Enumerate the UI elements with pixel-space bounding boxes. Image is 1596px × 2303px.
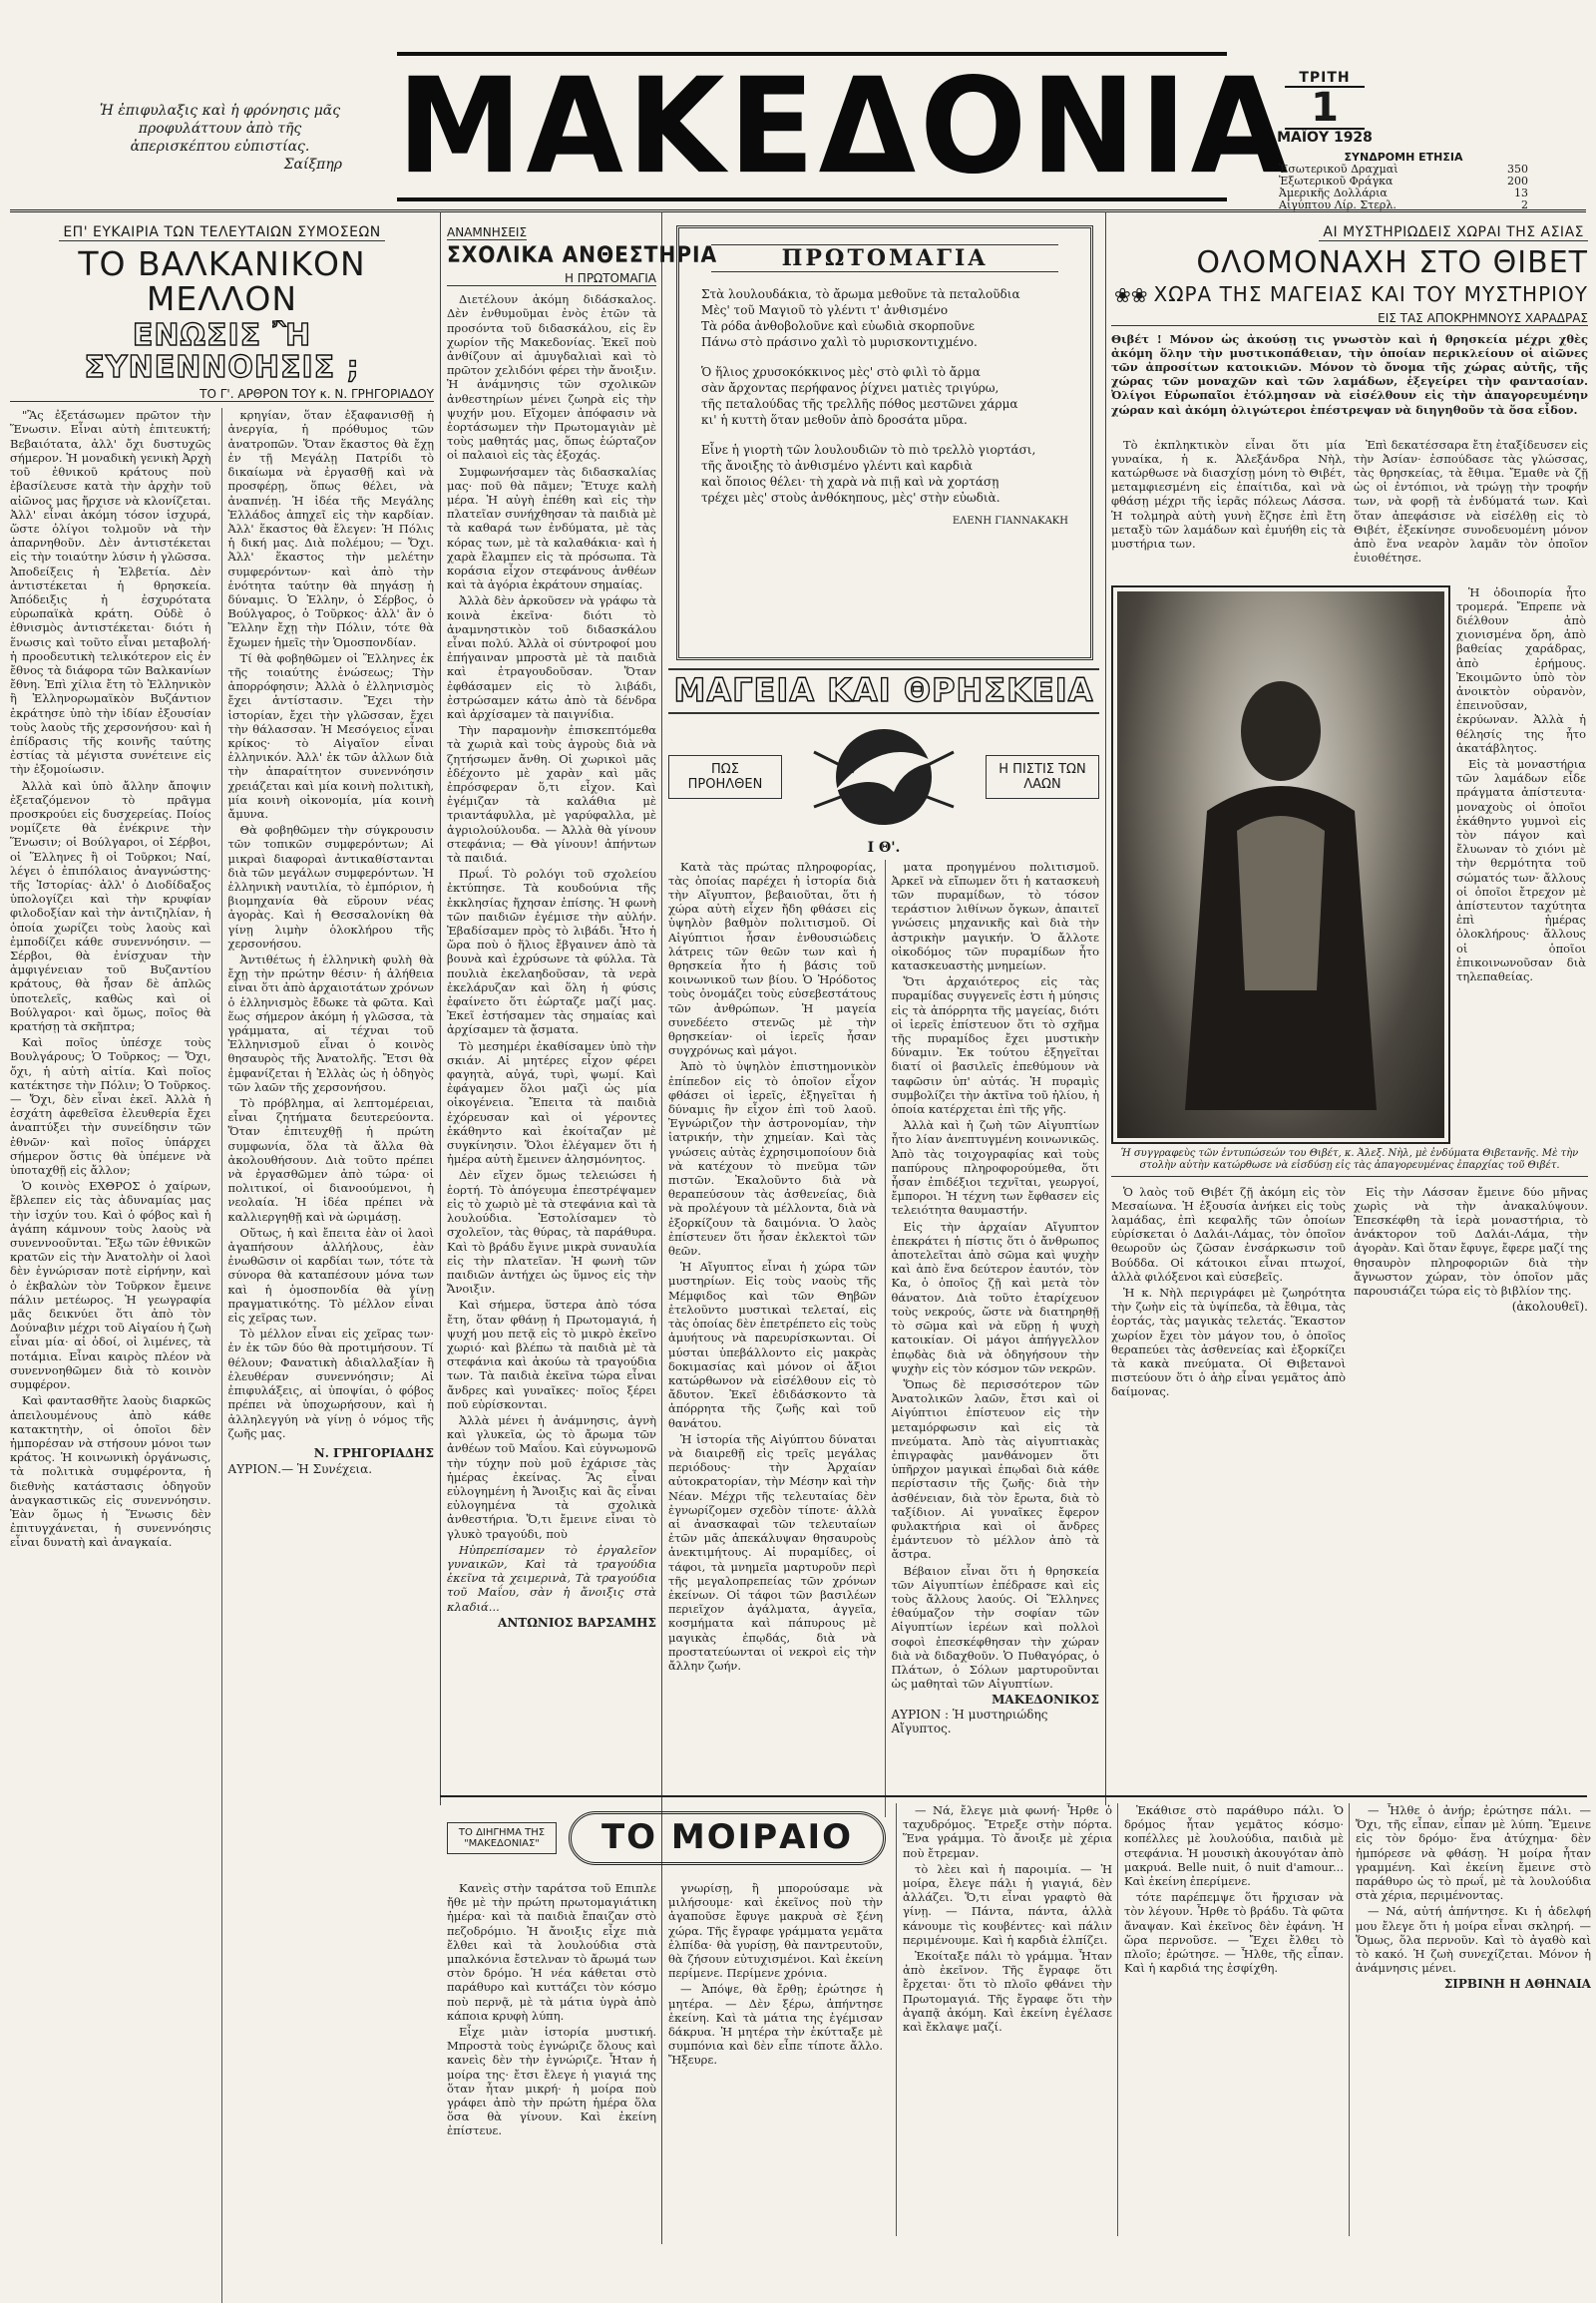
paragraph: — Νά, αὐτή ἀπήντησε. Κι ἡ ἀδελφή μου ἔλεγε ὅτι ἡ μοίρα εἶναι σκληρή. — Ὅμως, ὅλα περνοῦν. Καὶ τὸ ἀγαθὸ καὶ τὸ κακό. Ἡ ζωὴ συνεχίζεται. Μόνον ἡ ἀνάμνησις μένει. [1356,1904,1591,1976]
paragraph: Ἀπὸ τὸ ὑψηλὸν ἐπιστημονικὸν ἐπίπεδον εἰς τὸ ὁποῖον εἶχον φθάσει οἱ ἱερεῖς, ἐξηγεῖται ἡ δύναμις ἣν εἶχον ἐπὶ τοῦ λαοῦ. Ἐγνώριζον τὴν ἀστρονομίαν, τὴν ἰατρικήν, τὴν χημείαν. Καὶ τὰς γνώσεις αὐτὰς ἐχρησιμοποίουν διὰ νὰ κατέχουν τὸ πνεῦμα τῶν πιστῶν. Ἐκαλοῦντο διὰ νὰ θεραπεύσουν τὰς ἀσθενείας, διὰ νὰ προλέγουν τὰ μέλλοντα, διὰ νὰ ἐξορκίζουν τὰ δαιμόνια. Ὁ λαὸς ἐπίστευεν ὅτι ἦσαν ἐκλεκτοὶ τῶν θεῶν. [668,1059,877,1259]
lead-paragraph: Θιβέτ ! Μόνον ὡς ἀκούσῃ τις γνωστὸν καὶ ἡ θρησκεία μέχρι χθὲς ἀκόμη ὅλην τὴν μυστικοπάθειαν, τὴν ὁποίαν περικλείουν οἱ αἰῶνες τῶν ἀπροσίτων κατοικιῶν. Μόνον τὸ ὄνομα τῆς χώρας αὐτῆς, τῆς χώρας τῶν μοναχῶν καὶ τῶν λαμάδων, ἐξεγείρει τὴν φαντασίαν. Ὀλίγοι Εὐρωπαῖοι ἐτόλμησαν νὰ εἰσέλθουν εἰς τὴν ἀπαγορευμένην χώραν καὶ ἀκόμη ὀλιγώτεροι ἐπέστρεψαν νὰ διηγηθοῦν τὰ ὅσα εἶδον. [1111,331,1588,417]
signature: Ν. ΓΡΗΓΟΡΙΑΔΗΣ [313,1445,434,1460]
subscription-row: Ἐσωτερικοῦ Δραχμαὶ 350 [1279,163,1528,176]
paragraph: ματα προηγμένου πολιτισμοῦ. Ἀρκεῖ νὰ εἴπωμεν ὅτι ἡ κατασκευὴ τῶν πυραμίδων, τὸ τόσον τεράστιον λιθίνων ὄγκων, ἀπαιτεῖ γνώσεις μηχανικῆς καὶ διὰ τὴν ἀστρικὴν μαγικήν. Ὁ ἄλλοτε οἰκοδόμος τῶν πυραμίδων ἦτο κατασκευαστὴς μνημείων. [891,859,1099,973]
paragraph: Εἶχε μιὰν ἱστορία μυστική. Μπροστὰ τοὺς ἐγνώριζε ὅλους καὶ κανεὶς δὲν τὴν ἐγνώριζε. Ἦταν ἡ μοίρα της· ἔτσι ἔλεγε ἡ γιαγιά της ὅταν ἦταν μικρή· ἡ μοίρα ποὺ γράφει ἀπὸ τὴν πρώτη ἡμέρα ὅλα ὅσα θὰ γίνουν. Καὶ ἐκείνη ἐπίστευε. [447,2025,656,2138]
byline: ΤΟ Γ'. ΑΡΘΡΟΝ ΤΟΥ κ. Ν. ΓΡΗΓΟΡΙΑΔΟΥ [10,387,434,402]
subkicker: Η ΠΡΩΤΟΜΑΓΙΑ [447,271,656,286]
signature: ΑΝΤΩΝΙΟΣ ΒΑΡΣΑΜΗΣ [498,1615,656,1630]
text-column [668,1881,883,2236]
photo [1117,591,1444,1138]
text-column [1349,1803,1591,2236]
serial-title-frame [569,1811,886,1865]
masthead [0,0,1596,211]
text-column [1117,1803,1344,2236]
column-rule [440,211,441,1805]
stanza: Εἶνε ἡ γιορτὴ τῶν λουλουδιῶν τὸ πιὸ τρελλὸ γιορτάσι, τῆς ἄνοιξης τὸ ἀνθισμένο γλέντι καὶ καρδιὰ καὶ ὅποιος θέλει· τὴ χαρὰ νὰ πιῇ καὶ νὰ χορτάσῃ τρέχει μὲς' στοὺς ἀνθόκηπους, μὲς' στὴν εὐωδιὰ. [701,443,1036,505]
photo-block [1111,585,1588,1144]
paragraph: Ἀλλὰ καὶ ὑπὸ ἄλλην ἄποψιν ἐξεταζόμενον τὸ πρᾶγμα προσκρούει εἰς δυσχερείας. Ποίος νομίζετε θὰ ἐνέκρινε τὴν Ἕνωσιν; οἱ Βούλγαροι, οἱ Σέρβοι, οἱ Ἕλληνες ἢ οἱ Τοῦρκοι; Ναί, λέγει ὁ ἐπιπόλαιος ἀναγνώστης· τῆς Ἱστορίας· ἀλλ' ὁ Διοδίδαξος ὑπολογίζει καὶ τὴν κρυφίαν φιλοδοξίαν καὶ τὴν ἀντιζηλίαν, ἡ ὁποία χωρίζει τοὺς λαοὺς καὶ ἐμποδίζει κάθε συνεννόησιν. — Σέρβοι, θὰ ἐνίσχυαν τὴν ἀμφιγένειαν τοῦ Βυζαντίου κράτους, θὰ ἦσαν δὲ ἀπλῶς ὑποτελεῖς, καθὼς καὶ οἱ Βούλγαροι· καὶ ὅμως, ποῖος θὰ κρατήσῃ τὰ σκῆπτρα; [10,778,211,1034]
paragraph: Ἐκάθισε στὸ παράθυρο πάλι. Ὁ δρόμος ἦταν γεμᾶτος κόσμο· κοπέλλες μὲ λουλούδια, παιδιὰ μὲ στεφάνια. Ἡ μουσικὴ ἀκουγόταν ἀπὸ μακρυά. Belle nuit, ô nuit d'amour... Καὶ ἐκείνη ἐπερίμενε. [1124,1803,1344,1889]
paragraph: Ὁ κοινὸς ΕΧΘΡΟΣ ὁ χαίρων, ἔβλεπεν εἰς τὰς ἀδυναμίας μας τὴν ἰσχύν του. Καὶ ὁ φόβος καὶ ἡ ἀγάπη κάμνουν τοὺς λαοὺς νὰ συνεννοοῦνται. Ἔξω τῶν ἐθνικῶν κρατῶν εἰς τὴν Ἀνατολὴν οἱ λαοὶ δὲν ἐγνώρισαν ποτὲ εἰρήνην, καὶ ὁ ἐκβαλὼν τὸν Τοῦρκον ἔμεινε πάλιν μετέωρος. Ἡ γεωγραφία μᾶς δεικνύει ὅτι ἀπὸ τὸν Δούναβιν μέχρι τοῦ Αἰγαίου ἡ ζωὴ εἶναι μία· αἱ ὁδοί, οἱ λιμένες, τὰ ποτάμια. Εἶναι καιρὸς πλέον νὰ συνεννοηθῶμεν διὰ τὸ κοινὸν συμφέρον. [10,1179,211,1392]
paragraph: Τὸ ἐκπληκτικὸν εἶναι ὅτι μία γυναίκα, ἡ κ. Ἀλεξάνδρα Νὴλ, κατώρθωσε νὰ διασχίσῃ μόνη τὸ Θιβέτ, μεταμφιεσμένη εἰς ἐπαίτιδα, καὶ νὰ φθάσῃ μέχρι τῆς ἱερᾶς πόλεως Λάσσα. Ἡ τολμηρὰ αὐτὴ γυνὴ ἔζησε ἐπὶ ἔτη μεταξὺ τῶν λαμάδων καὶ ἐμυήθη εἰς τὰ μυστήρια των. [1111,437,1346,551]
paragraph: Ἀλλὰ μένει ἡ ἀνάμνησις, ἀγνὴ καὶ γλυκεῖα, ὡς τὸ ἄρωμα τῶν ἀνθέων τοῦ Μαΐου. Καὶ εὐγνωμονῶ τὴν τύχην ποὺ μοῦ ἐχάρισε τὰς ἡμέρας ἐκείνας. Ἂς εἶναι εὐλογημένη ἡ Ἄνοιξις καὶ ἂς εἶναι εὐλογημένα τὰ σχολικὰ ἀνθεστήρια. Ὅ,τι ἔμεινε εἶναι τὸ γλυκὸ τραγούδι, ποὺ [447,1412,656,1541]
headline: ΟΛΟΜΟΝΑΧΗ ΣΤΟ ΘΙΒΕΤ [1196,245,1588,280]
serial-header [447,1803,886,1873]
paragraph: Ἐκοίταξε πάλι τὸ γράμμα. Ἦταν ἀπὸ ἐκεῖνον. Τῆς ἔγραφε ὅτι ἔρχεται· ὅτι τὸ πλοῖο φθάνει τὴν Πρωτομαγιά. Τῆς ἔγραφε ὅτι τὴν ἀγαπᾷ ἀκόμη. Καὶ ἐκείνη ἐγέλασε καὶ ἔκλαψε μαζί. [903,1949,1112,2035]
paragraph: — Νά, ἔλεγε μιὰ φωνή· Ἦρθε ὁ ταχυδρόμος. Ἔτρεξε στὴν πόρτα. Ἕνα γράμμα. Τὸ ἄνοιξε μὲ χέρια ποὺ ἔτρεμαν. [903,1803,1112,1860]
paragraph: Ὅτι ἀρχαιότερος εἰς τὰς πυραμίδας συγγενεῖς ἐστι ἡ μύησις εἰς τὰ ἀπόρρητα τῆς μαγείας, διότι οἱ ἱερεῖς ἐπίστευον ὅτι τὸ σχῆμα τῆς πυραμίδος ἔχει μυστικὴν δύναμιν. Ἐκ τούτου ἐξηγεῖται διατί οἱ βασιλεῖς ἐπεθύμουν νὰ ταφῶσιν ὑπ' αὐτάς. Ἡ πυραμὶς συμβολίζει τὴν ἀκτῖνα τοῦ ἡλίου, ἡ ὁποία κατέρχεται ἐπὶ τῆς γῆς. [891,974,1099,1117]
paragraph: Εἰς τὴν Λάσσαν ἔμεινε δύο μῆνας χωρὶς νὰ τὴν ἀνακαλύψουν. Ἐπεσκέφθη τὰ ἱερὰ μοναστήρια, τὸ ἀνάκτορον τοῦ Δαλάι-Λάμα, τὴν ἀγορὰν. Καὶ ὅταν ἔφυγε, ἔφερε μαζί της θησαυρὸν πληροφοριῶν διὰ τὴν ἄγνωστον χώραν, τὸν ὁποῖον μᾶς παρουσιάζει τώρα εἰς τὸ βιβλίον της. [1354,1184,1588,1298]
subscription-row: Ἐξωτερικοῦ Φράγκα 200 [1279,175,1528,188]
byline: ΕΙΣ ΤΑΣ ΑΠΟΚΡΗΜΝΟΥΣ ΧΑΡΑΔΡΑΣ [1111,311,1588,326]
kicker: ΑΙ ΜΥΣΤΗΡΙΩΔΕΙΣ ΧΩΡΑΙ ΤΗΣ ΑΣΙΑΣ [1319,224,1588,241]
headline: ΤΟ ΒΑΛΚΑΝΙΚΟΝ ΜΕΛΛΟΝ [78,244,366,318]
paragraph: Εἰς τὴν ἀρχαίαν Αἴγυπτον ἐπεκράτει ἡ πίστις ὅτι ὁ ἄνθρωπος ἀποτελεῖται ἀπὸ σῶμα καὶ ψυχὴν καὶ ἀπὸ ἕνα δεύτερον ἑαυτόν, τὸν Κα, ὁ ὁποῖος ζῇ καὶ μετὰ τὸν θάνατον. Διὰ τοῦτο ἐταρίχευον τοὺς νεκρούς, ὥστε νὰ διατηρηθῇ τὸ σῶμα καὶ νὰ εὕρῃ ἡ ψυχὴ κατοικίαν. Οἱ μάγοι ἀπήγγελλον ἐπῳδὰς διὰ νὰ ὁδηγήσουν τὴν ψυχὴν εἰς τὸν κόσμον τῶν νεκρῶν. [891,1219,1099,1375]
kicker: ΕΠ' ΕΥΚΑΙΡΙΑ ΤΩΝ ΤΕΛΕΥΤΑΙΩΝ ΣΥΜΟΣΕΩΝ [59,224,384,241]
article-magic [668,668,1099,1785]
photo-frame [1111,585,1450,1144]
text-column [668,860,877,1817]
paragraph: γνωρίσῃ, ἢ μπορούσαμε νὰ μιλήσουμε· καὶ ἐκεῖνος ποὺ τὴν ἀγαποῦσε ἔφυγε μακρυὰ σὲ ξένη χώρα. Τῆς ἔγραφε γράμματα γεμᾶτα ἐλπίδα· θὰ γυρίσῃ, θὰ παντρευτοῦν, θὰ ζήσουν εὐτυχισμένοι. Καὶ ἐκείνη περίμενε. Περίμενε χρόνια. [668,1881,883,1981]
paragraph: Ἡ ἱστορία τῆς Αἰγύπτου δύναται νὰ διαιρεθῇ εἰς τρεῖς μεγάλας περιόδους· τὴν Ἀρχαίαν αὐτοκρατορίαν, τὴν Μέσην καὶ τὴν Νέαν. Μέχρι τῆς τελευταίας δὲν ἐγνωρίζομεν σχεδὸν τίποτε· ἀλλὰ αἱ ἀνασκαφαὶ τῶν τελευταίων ἐτῶν μᾶς ἀπεκάλυψαν θησαυροὺς ἀνεκτιμήτους. Αἱ πυραμίδες, οἱ τάφοι, τὰ μνημεῖα μαρτυροῦν περὶ τῆς μεγαλοπρεπείας τῶν χρόνων ἐκείνων. Οἱ τάφοι τῶν βασιλέων περιεῖχον ἀγάλματα, ἀγγεῖα, κοσμήματα καὶ πάπυρους μὲ μαγικὰς ἐπῳδάς, διὰ νὰ προστατεύωνται οἱ νεκροὶ εἰς τὴν ἄλλην ζωήν. [668,1431,877,1673]
headline: ΣΧΟΛΙΚΑ ΑΝΘΕΣΤΗΡΙΑ [447,243,718,268]
paragraph: Καὶ σήμερα, ὕστερα ἀπὸ τόσα ἔτη, ὅταν φθάνῃ ἡ Πρωτομαγιά, ἡ ψυχή μου πετᾷ εἰς τὸ μικρὸ ἐκεῖνο χωριό· καὶ βλέπω τὰ παιδιὰ μὲ τὰ στεφάνια καὶ ἀκούω τὰ τραγούδια των. Τὰ παιδιὰ ἐκεῖνα τώρα εἶναι ἄνδρες καὶ γυναῖκες· ποῖος ξέρει ποῦ εὑρίσκονται. [447,1298,656,1411]
paragraph: Ὅπως δὲ περισσότερον τῶν Ἀνατολικῶν λαῶν, ἔτσι καὶ οἱ Αἰγύπτιοι ἐπίστευον εἰς τὴν μεταμόρφωσιν καὶ εἰς τὰ πνεύματα. Ἀπὸ τὰς αἰγυπτιακὰς ἐπιγραφὰς μανθάνομεν ὅτι ὑπῆρχον μαγικαὶ ἐπῳδαὶ διὰ κάθε περίστασιν τῆς ζωῆς· διὰ τὴν ἀσθένειαν, διὰ τὸν ἔρωτα, διὰ τὸ ταξίδιον. Αἱ γυναῖκες ἔφερον φυλακτήρια καὶ οἱ ἄνδρες ἐμάντευον τὸ μέλλον ἀπὸ τὰ ἄστρα. [891,1376,1099,1562]
paragraph: κρηγίαν, ὅταν ἐξαφανισθῇ ἡ ἀνεργία, ἡ πρόθυμος τῶν ἀνατροπῶν. Ὅταν ἕκαστος θὰ ἔχῃ ἐν τῇ Μεγάλῃ Πατρίδι τὸ δικαίωμα νὰ ἐργασθῇ καὶ νὰ προσφέρῃ, ὅπως θέλει, νὰ ἀναπνέῃ. Ἡ ἰδέα τῆς Μεγάλης Ἑλλάδος ἀπηχεῖ εἰς τὴν καρδίαν. Ἀλλ' ἕκαστος θὰ ἔλεγεν: Ἡ Πόλις ἡ δική μας. Διὰ πολέμου; — Ὄχι. Ἀλλ' ἕκαστος τὴν μελέτην συμφερόντων· καὶ ἀπὸ τὴν ἑνότητα ταύτην θὰ πηγάσῃ ἡ δύναμις. Ὁ Ἑλλην, ὁ Σέρβος, ὁ Βούλγαρος, ὁ Τοῦρκος· ἀλλ' ἂν ὁ Ἕλλην ἔχῃ τὴν Πόλιν, τότε θὰ ἔχωμεν ἡμεῖς τὴν Ὁμοσπονδίαν. [227,408,434,649]
article-school [447,221,718,1787]
paragraph: Ἡ Αἴγυπτος εἶναι ἡ χώρα τῶν μυστηρίων. Εἰς τοὺς ναοὺς τῆς Μέμφιδος καὶ τῶν Θηβῶν ἐτελοῦντο μυστικαὶ τελεταί, εἰς τὰς ὁποίας δὲν ἐπετρέπετο εἰς τοὺς ἀμυήτους νὰ παρευρίσκωνται. Οἱ μύσται ὑπεβάλλοντο εἰς μακρὰς δοκιμασίας καὶ μόνον οἱ ἄξιοι κατώρθωνον νὰ εἰσέλθουν εἰς τὸ ἄδυτον. Ἐκεῖ ἐδιδάσκοντο τὰ ἀπόρρητα τῆς ζωῆς καὶ τοῦ θανάτου. [668,1260,877,1430]
paragraph: Ἡ κ. Νὴλ περιγράφει μὲ ζωηρότητα τὴν ζωὴν εἰς τὰ ὑψίπεδα, τὰ ἔθιμα, τὰς ἑορτάς, τὰς μαγικὰς τελετάς. Ἕκαστον χωρίον ἔχει τὸν μάγον του, ὁ ὁποῖος θεραπεύει τὰς ἀσθενείας καὶ ἐξορκίζει τὰ κακὰ πνεύματα. Οἱ Θιβετανοὶ πιστεύουν ὅτι ὁ ἀὴρ εἶναι γεμᾶτος ἀπὸ δαίμονας. [1111,1285,1346,1399]
paragraph: Ἀντιθέτως ἡ ἑλληνικὴ φυλὴ θὰ ἔχῃ τὴν πρώτην θέσιν· ἡ ἀλήθεια εἶναι ὅτι ἀπὸ ἀρχαιοτάτων χρόνων ὁ ἑλληνισμὸς ἔδωκε τὰ φῶτα. Καὶ ἕως σήμερον ἀκόμη ἡ γλῶσσα, τὰ γράμματα, αἱ τέχναι τοῦ Ἑλληνισμοῦ εἶναι ὁ κοινὸς θησαυρὸς τῆς Ἀνατολῆς. Ἔτσι θὰ ἐμφανίζεται ἡ Ἑλλὰς ὡς ἡ ὁδηγὸς τῶν λαῶν τῆς χερσονήσου. [227,953,434,1094]
signature: ΕΛΕΝΗ ΓΙΑΝΝΑΚΑΚΗ [952,516,1068,527]
ornament-icon: ❀❀ [1113,282,1148,307]
paragraph: Τὸ μεσημέρι ἐκαθίσαμεν ὑπὸ τὴν σκιάν. Αἱ μητέρες εἶχον φέρει φαγητὰ, αὐγά, τυρὶ, ψωμί. Καὶ ἐφάγαμεν ὅλοι μαζὶ ὡς μία οἰκογένεια. Ἔπειτα τὰ παιδιὰ ἐχόρευσαν καὶ οἱ γέροντες ἐκάθηντο καὶ ἐκοίταζαν μὲ συγκίνησιν. Ὅλοι ἐλέγαμεν ὅτι ἡ ἡμέρα αὐτὴ ἔμεινεν ἀλησμόνητος. [447,1038,656,1167]
emblem-icon [794,722,974,832]
subheadline: ΕΝΩΣΙΣ Ἢ ΣΥΝΕΝΝΟΗΣΙΣ ; [84,318,360,385]
paragraph: Ἀλλὰ δὲν ἀρκοῦσεν νὰ γράφω τὰ κοινὰ ἐκεῖνα· διότι τὸ ἀναμνηστικὸν τοῦ διδασκάλου εἶναι πολύ. Ἀλλὰ οἱ σύντροφοί μου ἐπήγαιναν μπροστὰ μὲ τὰ παιδιὰ καὶ ἐτραγουδοῦσαν. Ὅταν ἐφθάσαμεν εἰς τὸ λιβάδι, ἐστρώσαμεν κάτω ἀπὸ τὰ δένδρα καὶ ἀρχίσαμεν τὰ παιγνίδια. [447,593,656,721]
paragraph: Θὰ φοβηθῶμεν τὴν σύγκρουσιν τῶν τοπικῶν συμφερόντων; Αἱ μικραὶ διαφοραὶ ἀντικαθίστανται διὰ τῶν μεγάλων συμφερόντων. Ἡ ἐλληνικὴ ναυτιλία, τὸ ἐμπόριον, ἡ βιομηχανία θὰ εὕρουν νέας ἀγορὰς. Καὶ ἡ Θεσσαλονίκη θὰ γίνῃ λιμὴν ὁλοκλήρου τῆς χερσονήσου. [227,823,434,951]
section-numeral: Ι Θ'. [867,839,901,856]
photo-caption: Ἡ συγγραφεὺς τῶν ἐντυπώσεών του Θιβέτ, κ. Ἀλεξ. Νὴλ, μὲ ἐνδύματα Θιβετανῆς. Μὲ τὴν στολὴν αὐτὴν κατώρθωσε νὰ εἰσδύσῃ εἰς τὰς ἀπαγορευμένας ἐπαρχίας τοῦ Θιβέτ. [1111,1148,1588,1177]
paragraph: τότε παρέπεμψε ὅτι ἤρχισαν νὰ τὸν λέγουν. Ἦρθε τὸ βράδυ. Τὰ φῶτα ἄναψαν. Καὶ ἐκεῖνος δὲν ἐφάνη. Ἡ ὥρα περνοῦσε. — Ἔχει ἔλθει τὸ πλοῖο; ἐρώτησε. — Ἦλθε, τῆς εἶπαν. Καὶ ἡ καρδιά της ἐσφίχθη. [1124,1890,1344,1976]
stanza: Στὰ λουλουδάκια, τὸ ἄρωμα μεθοῦνε τὰ πεταλοῦδια Μὲς' τοῦ Μαγιοῦ τὸ γλέντι τ' ἀνθισμένο Τὰ ρόδα ἀνθοβολοῦνε καὶ εὐωδιὰ σκορποῦνε Πάνω στὸ πράσινο χαλὶ τὸ μυρισκοντιχμένο. [701,287,1020,349]
paragraph: Ἐπὶ δεκατέσσαρα ἔτη ἐταξίδευσεν εἰς τὴν Ἀσίαν· ἐσπούδασε τὰς γλώσσας, τὰς θρησκείας, τὰ ἔθιμα. Ἔμαθε νὰ ζῇ ὡς οἱ ἐντόπιοι, νὰ τρώγῃ τὴν τροφήν των, νὰ φορῇ τὰ ἐνδύματά των. Καὶ ὅταν ἀπεφάσισε νὰ εἰσέλθῃ εἰς τὸ Θιβέτ, ἐξεκίνησε συνοδευομένη μόνον ἀπὸ ἕνα νεαρὸν λαμᾶν τὸν ὁποῖον ἐυιοθέτησε. [1354,437,1588,566]
weekday: ΤΡΙΤΗ [1299,70,1351,86]
text-column [221,408,434,2303]
serial-title: ΤΟ ΜΟΙΡΑΙΟ [600,1817,854,1858]
paragraph: — Ἦλθε ὁ ἀνήρ; ἐρώτησε πάλι. — Ὄχι, τῆς εἶπαν, εἶπαν μὲ λύπη. Ἔμεινε εἰς τὸν δρόμο· ἕνα ἀτύχημα· δὲν ἠμπόρεσε νὰ φθάσῃ. Ἡ μοίρα ἦταν γραμμένη. Καὶ ἐκείνη ἔμεινε στὸ παράθυρο ὡς τὸ πρωΐ, μὲ τὰ λουλούδια στὰ χέρια, περιμένοντας. [1356,1803,1591,1903]
poem-title: ΠΡΩΤΟΜΑΓΙΑ [781,245,989,271]
newspaper-title [397,49,1293,203]
paragraph: Τὸ πρόβλημα, αἱ λεπτομέρειαι, εἶναι ζητήματα δευτερεύοντα. Ὅταν ἐπιτευχθῇ ἡ πρώτη συμφωνία, ὅλα τὰ ἄλλα θὰ ἀκολουθήσουν. Διὰ τοῦτο πρέπει νὰ ἐργασθῶμεν ἀπὸ τώρα· οἱ πολιτικοί, οἱ διανοούμενοι, ἡ νεολαία. Ἡ ἰδέα πρέπει νὰ καλλιεργηθῇ καὶ νὰ ὡριμάσῃ. [227,1096,434,1224]
article-balkan [10,221,434,2241]
text-column [1354,438,1588,577]
serial-story [447,1803,1591,2240]
paragraph: Πρωΐ. Τὸ ρολόγι τοῦ σχολείου ἐκτύπησε. Τὰ κουδούνια τῆς ἐκκλησίας ἤχησαν ἐπίσης. Ἡ φωνὴ τῶν παιδιῶν ἐγέμισε τὴν αὐλήν. Ἐβαδίσαμεν πρὸς τὸ λιβάδι. Ἦτο ἡ ὥρα ποὺ ὁ ἥλιος ἔβγαινεν ἀπὸ τὰ βουνὰ καὶ ἐχρύσωνε τὰ φύλλα. Τὰ πουλιὰ ἐκελαηδοῦσαν, τὰ νερὰ ἐκελάρυζαν καὶ ὅλη ἡ φύσις ἐφαίνετο ὅτι ἑώρταζε μαζί μας. Ἐκεῖ ἐστήσαμεν τὰς σημαίας καὶ ἀρχίσαμεν τὰ ᾄσματα. [447,867,656,1037]
continued-note: ΑΥΡΙΟΝ : Ἡ μυστηριώδης Αἴγυπτος. [891,1707,1048,1735]
deck-box: Η ΠΙΣΤΙΣ ΤΩΝ ΛΑΩΝ [986,755,1099,799]
paragraph: Εἰς τὰ μοναστήρια τῶν λαμάδων εἶδε πράγματα ἀπίστευτα· μοναχοὺς οἱ ὁποῖοι ἐκάθηντο γυμνοὶ εἰς τὸν πάγον καὶ ἔλυωναν τὸ χιόνι μὲ τὴν θερμότητα τοῦ σώματός των· ἄλλους οἱ ὁποῖοι ἔτρεχον μὲ ἀπίστευτον ταχύτητα ἐπὶ ἡμέρας ὁλοκλήρους· ἄλλους οἱ ὁποῖοι ἐπικοινωνοῦσαν διὰ τηλεπαθείας. [1456,756,1586,983]
subscription-box [1279,152,1528,209]
paragraph: Ὁ λαὸς τοῦ Θιβέτ ζῇ ἀκόμη εἰς τὸν Μεσαίωνα. Ἡ ἐξουσία ἀνήκει εἰς τοὺς λαμάδας, ἐπὶ κεφαλῆς τῶν ὁποίων εὑρίσκεται ὁ Δαλάι-Λάμας, τὸν ὁποῖον θεωροῦν ὡς ζῶσαν ἐνσάρκωσιν τοῦ Βούδδα. Οἱ κάτοικοι εἶναι πτωχοί, ἀλλὰ φιλόξενοι καὶ εὐσεβεῖς. [1111,1184,1346,1284]
masthead-rule [10,209,1586,212]
subscription-title: ΣΥΝΔΡΟΜΗ ΕΤΗΣΙΑ [1344,151,1463,164]
day-number: 1 [1285,86,1365,130]
article-tibet [1111,221,1588,1787]
paragraph: Διετέλουν ἀκόμη διδάσκαλος. Δὲν ἐνθυμοῦμαι ἐνὸς ἐτῶν τὰ προσόντα τοῦ διδασκάλου, εἰς ἓν χωρίον τῆς Μακεδονίας. Ἐκεῖ ποὺ ἀνθίζουν αἱ ἀμυγδαλιαὶ καὶ τὸ πρῶτον χελιδόνι φέρει τὴν ἄνοιξιν. Ἡ ἀνάμνησις τῶν σχολικῶν ἀνθεστηρίων μένει ζωηρὰ εἰς τὴν ψυχήν μου. Εἴχομεν ἀπόφασιν νὰ ἑορτάσωμεν τὴν Πρωτομαγιὰν μὲ τοὺς μαθητάς μας, ὅπως ἑώρταζον οἱ παλαιοὶ εἰς τὰς ἑξοχάς. [447,292,656,463]
text-column [1111,1185,1346,1704]
paragraph: Ἡ ὁδοιπορία ἦτο τρομερά. Ἔπρεπε νὰ διέλθουν ἀπὸ χιονισμένα ὄρη, ἀπὸ βαθείας χαράδρας, ἀπὸ ἐρήμους. Ἐκοιμῶντο ὑπὸ τὸν ἀνοικτὸν οὐρανὸν, ἐπεινοῦσαν, ἐκρύωναν. Ἀλλὰ ἡ θέλησίς της ἦτο ἀκατάβλητος. [1456,584,1586,755]
motto-author: Σαίξπηρ [283,157,342,173]
text-column [10,408,211,2303]
text-column [1354,1185,1588,1704]
paragraph: Κανεὶς στὴν ταράτσα τοῦ Επιπλε ἤθε μὲ τὴν πρώτη πρωτομαγιάτικη ἡμέρα· καὶ τὰ παιδιὰ ἔπαιζαν στὸ πεζοδρόμιο. Ἡ ἄνοιξις εἶχε πιὰ ἔλθει καὶ τὰ λουλούδια στὰ μπαλκόνια ἔστελναν τὸ ἄρωμά των στὸν δρόμο. Ἡ νέα κάθεται στὸ παράθυρο καὶ κυττάζει τὸν κόσμο ποὺ περνᾷ, μὲ τὰ μάτια ὑγρὰ ἀπὸ κάποια κρυφὴ λύπη. [447,1881,656,2023]
paragraph: Τὴν παραμονὴν ἐπισκεπτόμεθα τὰ χωριὰ καὶ τοὺς ἀγροὺς διὰ νὰ ζητήσωμεν ἄνθη. Οἱ χωρικοὶ μᾶς ἐδέχοντο μὲ χαρὰν καὶ μᾶς ἐπρόσφεραν ὅ,τι εἶχον. Καὶ ἐγέμιζαν τὰ καλάθια μὲ τριαντάφυλλα, μὲ γαρύφαλλα, μὲ ἀγριολούλουδα. — Ἀλλὰ θὰ γίνουν στεφάνια; — Θὰ γίνουν! ἀπήντων τὰ παιδιά. [447,723,656,866]
poem-title-frame [711,244,1058,272]
headline-emblem-row [668,722,1099,832]
continued-note: (ἀκολουθεῖ). [1511,1300,1588,1315]
headline: ΜΑΓΕΙΑ ΚΑΙ ΘΡΗΣΚΕΙΑ [668,668,1099,714]
paragraph: Τί θὰ φοβηθῶμεν οἱ Ἕλληνες ἐκ τῆς τοιαύτης ἑνώσεως; Τὴν ἀπορρόφησιν; Ἀλλὰ ὁ ἐλληνισμὸς ἔχει ἀντίστασιν. Ἔχει τὴν ἰστορίαν, ἔχει τὴν γλῶσσαν, ἔχει τὴν θάλασσαν. Ἡ Μεσόγειος εἶναι κρίκος· τὸ Αἰγαῖον εἶναι ἑλληνικόν. Ἀλλ' ἐκ τῶν ἀλλων διὰ τὴν ἀπαραίτητον συνεννόησιν χρειάζεται καὶ μία κοινὴ πολιτικὴ, μία κοινὴ οἰκονομία, μία κοινὴ ἄμυνα. [227,650,434,821]
motto-box [88,96,352,180]
text-column [1111,438,1346,577]
subheadline: ΧΩΡΑ ΤΗΣ ΜΑΓΕΙΑΣ ΚΑΙ ΤΟΥ ΜΥΣΤΗΡΙΟΥ [1153,282,1588,306]
text-column [885,860,1100,1817]
text-column [1456,585,1586,1144]
kicker: ΑΝΑΜΝΗΣΕΙΣ [447,225,528,239]
continued-note: ΑΥΡΙΟΝ.— Ἡ Συνέχεια. [227,1462,373,1477]
date-box [1255,70,1395,152]
paragraph: Οὕτως, ἡ καὶ ἔπειτα ἐὰν οἱ λαοὶ ἀγαπήσουν ἀλλήλους, ἐὰν ἐνωθῶσιν οἱ καρδίαι των, τότε τὰ σύνορα θὰ καταπέσουν μόνα των καὶ ἡ ὁμοσπονδία θὰ γίνῃ πραγματικότης. Τὸ μέλλον εἶναι εἰς χεῖρας των. [227,1225,434,1326]
paragraph: Συμφωνήσαμεν τὰς διδασκαλίας μας· ποῦ θὰ πᾶμεν; Ἔτυχε καλὴ μέρα. Ἡ αὐγὴ ἐπέθη καὶ εἰς τὴν πλατεῖαν συνήχθησαν τὰ παιδιὰ μὲ τὰ καθαρά των ἐνδύματα, μὲ τὰς κόρας των, μὲ τὰ καλαθάκια· καὶ ἡ χαρὰ ἔλαμπεν εἰς τὰ πρόσωπα. Τὰ κοράσια εἶχον στεφάνους ἀνθέων καὶ τὰ ἀγόρια ἐκράτουν σημαίας. [447,464,656,592]
paragraph: Καὶ ποῖος ὑπέσχε τοὺς Βουλγάρους; Ὁ Τοῦρκος; — Ὄχι, ὄχι, ἡ αὐτὴ αἰτία. Καὶ ποῖος κατέκτησε τὴν Πόλιν; Ὁ Τοῦρκος. — Ὄχι, δὲν εἶναι ἐκεῖ. Ἀλλὰ ἡ ἐσχάτη ἀφεθεῖσα ἐλευθερία ἔχει ἀναπτύξει τὴν συνείδησιν τῶν ἐθνῶν· καὶ ποῖος ὑπάρχει σήμερον ὅστις θὰ ὑπέμενε νὰ ὑποταχθῇ εἰς ἄλλον; [10,1035,211,1178]
paragraph: τὸ λὲει καὶ ἡ παροιμία. — Ἡ μοίρα, ἔλεγε πάλι ἡ γιαγιά, δὲν ἀλλάζει. Ὅ,τι εἶναι γραφτὸ θὰ γίνῃ. — Πάντα, πάντα, ἀλλὰ κάνουμε τὶς κουβέντες· καὶ πάλιν περιμένουμε. Καὶ ἡ καρδιὰ ἐλπίζει. [903,1861,1112,1947]
paragraph: Ἀλλὰ καὶ ἡ ζωὴ τῶν Αἰγυπτίων ἦτο λίαν ἀνεπτυγμένη κοινωνικῶς. Ἀπὸ τὰς τοιχογραφίας καὶ τοὺς παπύρους πληροφορούμεθα, ὅτι ἦσαν ἐπιδέξιοι τεχνῖται, γεωργοί, ἔμποροι. Ἡ τέχνη των ἔφθασεν εἰς τελειότητα θαυμαστήν. [891,1118,1099,1218]
paragraph: Δὲν εἴχεν ὅμως τελειώσει ἡ ἑορτή. Τὸ ἀπόγευμα ἐπεστρέψαμεν εἰς τὸ χωριὸ μὲ τὰ στεφάνια καὶ τὰ λουλούδια. Ἐστολίσαμεν τὸ σχολεῖον, τὰς θύρας, τὰ παράθυρα. Καὶ τὸ βράδυ ἔγινε μικρὰ συναυλία εἰς τὴν πλατεῖαν. Ἡ φωνὴ τῶν παιδιῶν ἀντήχει ὡς ὕμνος εἰς τὴν Ἄνοιξιν. [447,1168,656,1297]
subscription-row: Ἀμερικῆς Δολλάρια 13 [1279,187,1528,199]
serial-rule [440,1795,1587,1797]
paragraph: — Ἀπόψε, θὰ ἔρθῃ; ἐρώτησε ἡ μητέρα. — Δὲν ξέρω, ἀπήντησε ἐκείνη. Καὶ τὰ μάτια της ἐγέμισαν δάκρυα. Ἡ μητέρα τὴν ἐκύτταξε μὲ συμπόνια καὶ δὲν εἶπε τίποτε ἄλλο. Ἤξευρε. [668,1982,883,2068]
poem-fragment: Ηὐπρεπίσαμεν τὸ ἐργαλεῖον γυναικῶν, Καὶ τὰ τραγούδια ἐκεῖνα τὰ χειμερινὰ, Τὰ τραγούδια τοῦ Μαΐου, σὰν ἡ ἄνοιξις στὰ κλαδιά... [447,1542,656,1614]
text-column [896,1803,1112,2236]
signature: ΜΑΚΕΔΟΝΙΚΟΣ [992,1693,1099,1708]
motto-text: Ἡ ἐπιφυλαξις καὶ ἡ φρόνησις μᾶς προφυλάττουν ἀπὸ τῆς ἀπερισκέπτου εὐπιστίας. [99,103,341,155]
paragraph: Βέβαιον εἶναι ὅτι ἡ θρησκεία τῶν Αἰγυπτίων ἐπέδρασε καὶ εἰς τοὺς ἄλλους λαούς. Οἱ Ἕλληνες ἐθαύμαζον τὴν σοφίαν τῶν Αἰγυπτίων ἱερέων καὶ πολλοὶ σοφοὶ ἐπεσκέφθησαν τὴν χώραν διὰ νὰ διδαχθοῦν. Ὁ Πυθαγόρας, ὁ Πλάτων, ὁ Σόλων μαρτυροῦνται ὡς μαθηταὶ τῶν Αἰγυπτίων. [891,1563,1099,1692]
signature: ΣΙΡΒΙΝΗ Η ΑΘΗΝΑΙΑ [1443,1977,1591,1992]
subheadline-row [1111,283,1588,307]
deck-box: ΠΩΣ ΠΡΟΗΛΘΕΝ [668,755,782,799]
poem-box [676,225,1093,660]
paragraph: "Ἂς ἐξετάσωμεν πρῶτον τὴν Ἕνωσιν. Εἶναι αὐτὴ ἐπιτευκτή; Βεβαιότατα, ἀλλ' ὄχι δυστυχῶς σήμερον. Ἡ μοναδικὴ γενικὴ Ἀρχὴ τοῦ ἐθνικοῦ κράτους ποὺ ἐβασίλευσε κατὰ τὴν ἀρχὴν τοῦ αἰῶνος μας ἤρχισε νὰ κλονίζεται. Ἀλλ' εἶναι ἀκόμη τόσον ἰσχυρά, ὥστε ὀλίγοι τολμοῦν νὰ τὴν ἀπαρνηθοῦν. Δὲν ἀντιστέκεται εἰς τὴν τοιαύτην λύσιν ἡ γλῶσσα. Ἀποδείξεις ἡ Ἑλβετία. Δὲν ἀντιστέκεται ἡ θρησκεία. Ἀπόδειξις ἡ ἐσχυρότατα εὐρωπαϊκὰ κράτη. Οὐδὲ ὁ ἐθνισμὸς ἀντιστέκεται· διότι ἡ ἕνωσις καὶ τοῦτο εἶναι μεταβολή· ἡ προοδευτικὴ τελικότερον εἰς ἐν ἔθνος τὰ διάφορα τῶν Βαλκανίων ἔθνη. Ἐπὶ χίλια ἔτη τὸ Ἑλληνικὸν ἢ Ἑλληνορωμαϊκὸν Βυζάντιον ἐκράτησε ὑπὸ τὴν ἰδίαν ἐξουσίαν τοὺς λαοὺς τῆς χερσονήσου· καὶ ἡ ἐπίδρασις τῆς κοινῆς ταύτης ἐστίας τὰ μέγιστα συνέτεινε εἰς τὴν ἐξομοίωσιν. [10,408,211,777]
text-column [447,292,656,1768]
newspaper-title-text: ΜΑΚΕΔΟΝΙΑ [397,49,1293,203]
column-rule [1105,211,1106,1805]
stanza: Ὁ ἥλιος χρυσοκόκκινος μὲς' στὸ φιλὶ τὸ ἄρμα σὰν ἄρχοντας περήφανος ῥίχνει ματιὲς τριγύρω, τῆς πεταλούδας τῆς τρελλῆς πόθος μεστῶνει χάρμα κι' ἡ κυττὴ ὅταν μεθοῦν ἀπὸ δροσάτα μῦρα. [701,365,1018,427]
text-column [447,1881,656,2236]
serial-label: ΤΟ ΔΙΗΓΗΜΑ ΤΗΣ "ΜΑΚΕΔΟΝΙΑΣ" [447,1822,557,1854]
subscription-row: Αἰγύπτου Λίρ. Στερλ. 2 [1279,198,1528,211]
paragraph: Κατὰ τὰς πρώτας πληροφορίας, τὰς ὁποίας παρέχει ἡ ἱστορία διὰ τὴν Αἴγυπτον, βεβαιοῦται, ὅτι ἡ χώρα αὐτὴ εἶχεν ἤδη φθάσει εἰς ὑψηλὸν βαθμὸν πολιτισμοῦ. Οἱ Αἰγύπτιοι ἦσαν ἐνθουσιώδεις λάτρεις τῶν θεῶν των καὶ ἡ θρησκεία ἦτο ἡ βάσις τοῦ κοινωνικοῦ των βίου. Ὁ Ἡρόδοτος τοὺς ὀνομάζει τοὺς εὐσεβεστάτους τῶν ἀνθρώπων. Ἡ μαγεία συνεδέετο στενῶς μὲ τὴν θρησκείαν· οἱ ἱερεῖς ἦσαν συγχρόνως καὶ μάγοι. [668,859,877,1058]
paragraph: Τὸ μέλλον εἶναι εἰς χεῖρας των· ἐν ἐκ τῶν δύο θὰ προτιμήσουν. Τί θέλουν; Φανατικὴ ἀδιαλλαξίαν ἢ ἐλευθέραν συνεννόησιν; Αἱ ἐπιφυλάξεις, αἱ ὑποψίαι, ὁ φόβος πρέπει νὰ ὑποχωρήσουν, καὶ ἡ ἀλληλεγγύη νὰ γίνῃ ὁ νόμος τῆς ζωῆς μας. [227,1327,434,1440]
month-year: ΜΑΪΟΥ 1928 [1277,130,1373,146]
paragraph: Καὶ φαντασθῆτε λαοὺς διαρκῶς ἀπειλουμένους ἀπὸ κάθε κατακτητὴν, οἱ ὁποῖοι δὲν ἠμπορέσαν νὰ στήσουν μόνοι των κράτος. Ἡ κοινωνικὴ ὀργάνωσις, τὰ πολιτικὰ συμφέροντα, ἡ διεθνὴς κατάστασις ὁδηγοῦν ἀναγκαστικῶς εἰς συνεννόησιν. Ἐὰν ὅμως ἡ Ἕνωσις δὲν ἐπιτυγχάνεται, ἡ συνεννόησις εἶναι δυνατὴ καὶ ἀναγκαία. [10,1393,211,1550]
